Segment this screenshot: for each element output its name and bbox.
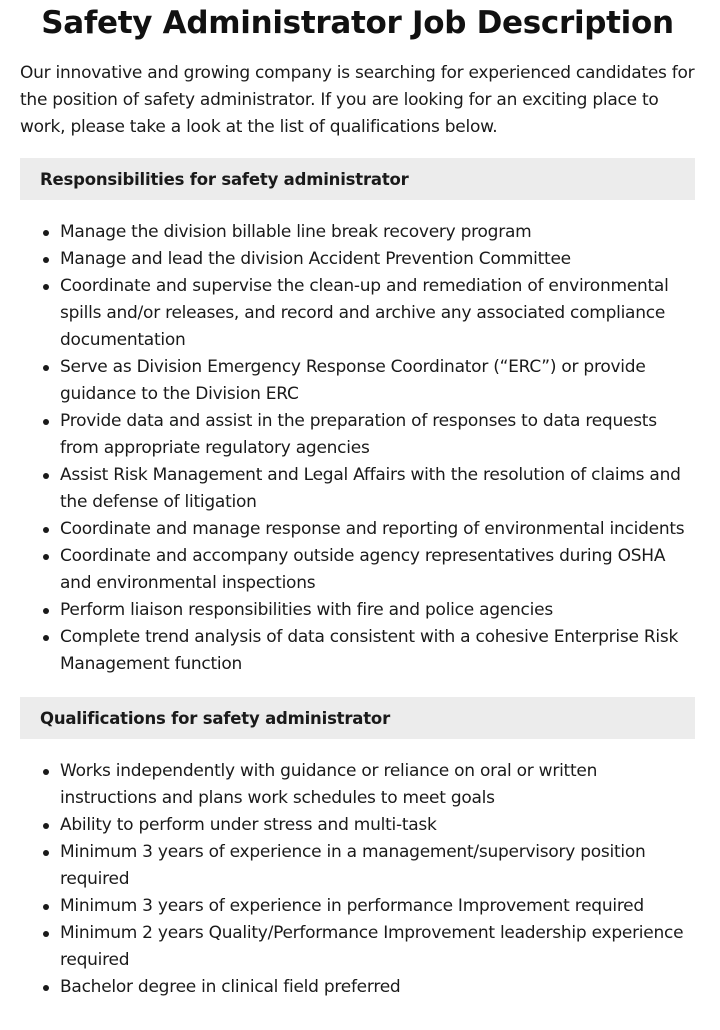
- list-item: Manage the division billable line break recovery program: [60, 219, 695, 246]
- list-item: Works independently with guidance or reliance on oral or written instructions and plans work schedules to meet goals: [60, 758, 695, 812]
- list-item: Coordinate and supervise the clean-up and remediation of environmental spills and/or releases, and record and archive any associated compliance documentation: [60, 273, 695, 354]
- list-item: Coordinate and manage response and reporting of environmental incidents: [60, 516, 695, 543]
- intro-paragraph: Our innovative and growing company is searching for experienced candidates for the position of safety administrator. If you are looking for an exciting place to work, please take a look at the list of qualifications below.: [20, 63, 695, 137]
- list-item: Bachelor degree in clinical field preferred: [60, 974, 695, 1001]
- list-item: Complete trend analysis of data consistent with a cohesive Enterprise Risk Management function: [60, 624, 695, 678]
- page-title: Safety Administrator Job Description: [41, 5, 674, 41]
- list-item: Minimum 3 years of experience in a management/supervisory position required: [60, 839, 695, 893]
- list-item: Serve as Division Emergency Response Coordinator (“ERC”) or provide guidance to the Division ERC: [60, 354, 695, 408]
- responsibilities-list: [20, 219, 695, 678]
- list-item: Minimum 3 years of experience in performance Improvement required: [60, 893, 695, 920]
- qualifications-heading: Qualifications for safety administrator: [20, 697, 695, 739]
- list-item: Coordinate and accompany outside agency representatives during OSHA and environmental inspections: [60, 543, 695, 597]
- list-item: Ability to perform under stress and multi-task: [60, 812, 695, 839]
- list-item: Provide data and assist in the preparation of responses to data requests from appropriate regulatory agencies: [60, 408, 695, 462]
- list-item: Perform liaison responsibilities with fire and police agencies: [60, 597, 695, 624]
- list-item: Assist Risk Management and Legal Affairs with the resolution of claims and the defense of litigation: [60, 462, 695, 516]
- list-item: Minimum 2 years Quality/Performance Improvement leadership experience required: [60, 920, 695, 974]
- list-item: Manage and lead the division Accident Prevention Committee: [60, 246, 695, 273]
- responsibilities-heading: Responsibilities for safety administrator: [20, 158, 695, 200]
- qualifications-list: [20, 758, 695, 1001]
